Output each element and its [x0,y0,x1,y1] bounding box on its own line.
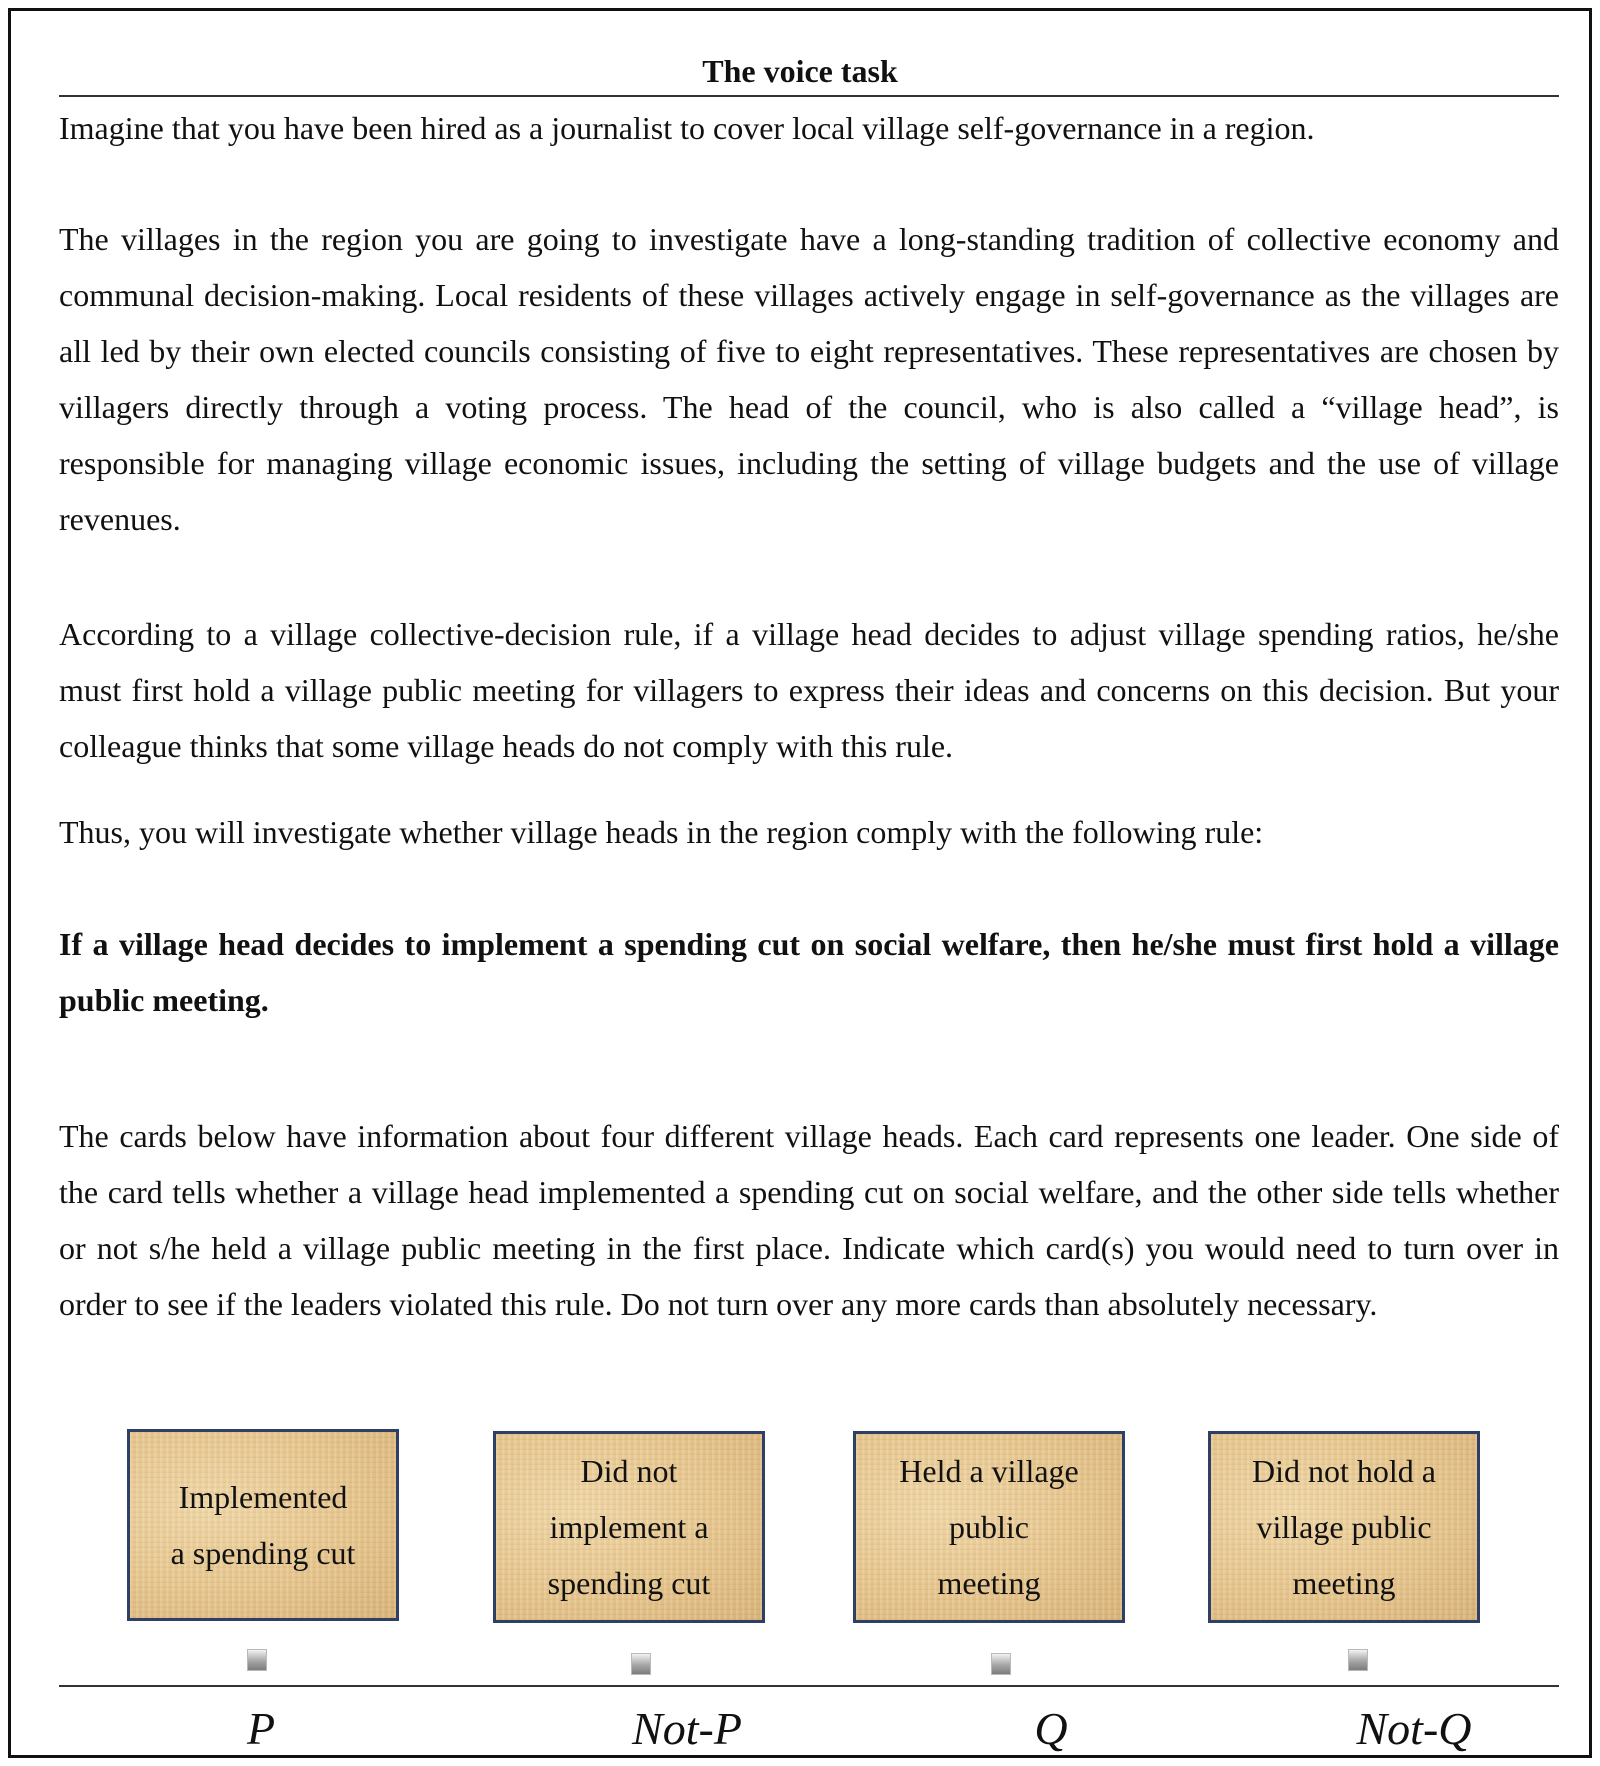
card-label-q: Q [1034,1703,1068,1754]
card-text-line: meeting [937,1565,1041,1601]
card-text-line: public [949,1509,1029,1545]
card-text-line: Held a village [899,1453,1079,1489]
card-text-line: Did not hold a [1252,1453,1436,1489]
card-text-line: Implemented [178,1479,348,1515]
card-label-not-q: Not-Q [1356,1703,1472,1754]
card-p[interactable] [127,1429,399,1621]
card-text-line: meeting [1292,1565,1396,1601]
card-label-not-p: Not-P [632,1703,742,1754]
card-text-line: implement a [549,1509,709,1545]
card-text-line: village public [1256,1509,1432,1545]
card-label-p: P [246,1703,276,1754]
page-title: The voice task [702,53,898,89]
rule-statement: If a village head decides to implement a spending cut on social welfare, then he/she must first hold a village public meeting. [59,926,1559,1018]
card-text-line: Did not [580,1453,678,1489]
card-text-line: a spending cut [170,1535,356,1571]
checkbox-q[interactable] [991,1653,1011,1675]
investigation-paragraph: Thus, you will investigate whether village heads in the region comply with the following rule: [59,814,1264,850]
title-divider [59,95,1559,97]
checkbox-not-q[interactable] [1348,1649,1368,1671]
rule-context-paragraph: According to a village collective-decision rule, if a village head decides to adjust village spending ratios, he/she must first hold a village public meeting for villagers to express their ideas and concerns on this decision. But your colleague thinks that some village heads do not comply with this rule. [59,616,1559,764]
instructions-paragraph: The cards below have information about four different village heads. Each card represents one leader. One side of the card tells whether a village head implemented a spending cut on social welfare, and the other side tells whether or not s/he held a village public meeting in the first place. Indicate which card(s) you would need to turn over in order to see if the leaders violated this rule. Do not turn over any more cards than absolutely necessary. [59,1118,1559,1322]
checkbox-p[interactable] [247,1649,267,1671]
checkbox-not-p[interactable] [631,1653,651,1675]
card-q[interactable] [853,1431,1125,1623]
intro-paragraph: Imagine that you have been hired as a journalist to cover local village self-governance in a region. [59,110,1315,146]
card-not-p[interactable] [493,1431,765,1623]
card-text-line: spending cut [547,1565,711,1601]
card-not-q[interactable] [1208,1431,1480,1623]
labels-divider [59,1685,1559,1687]
context-paragraph: The villages in the region you are going to investigate have a long-standing tradition of collective economy and communal decision-making. Local residents of these villages actively engage in self-governance as the villages are all led by their own elected councils consisting of five to eight representatives. These representatives are chosen by villagers directly through a voting process. The head of the council, who is also called a “village head”, is responsible for managing village economic issues, including the setting of village budgets and the use of village revenues. [59,221,1559,537]
task-frame [8,8,1592,1758]
